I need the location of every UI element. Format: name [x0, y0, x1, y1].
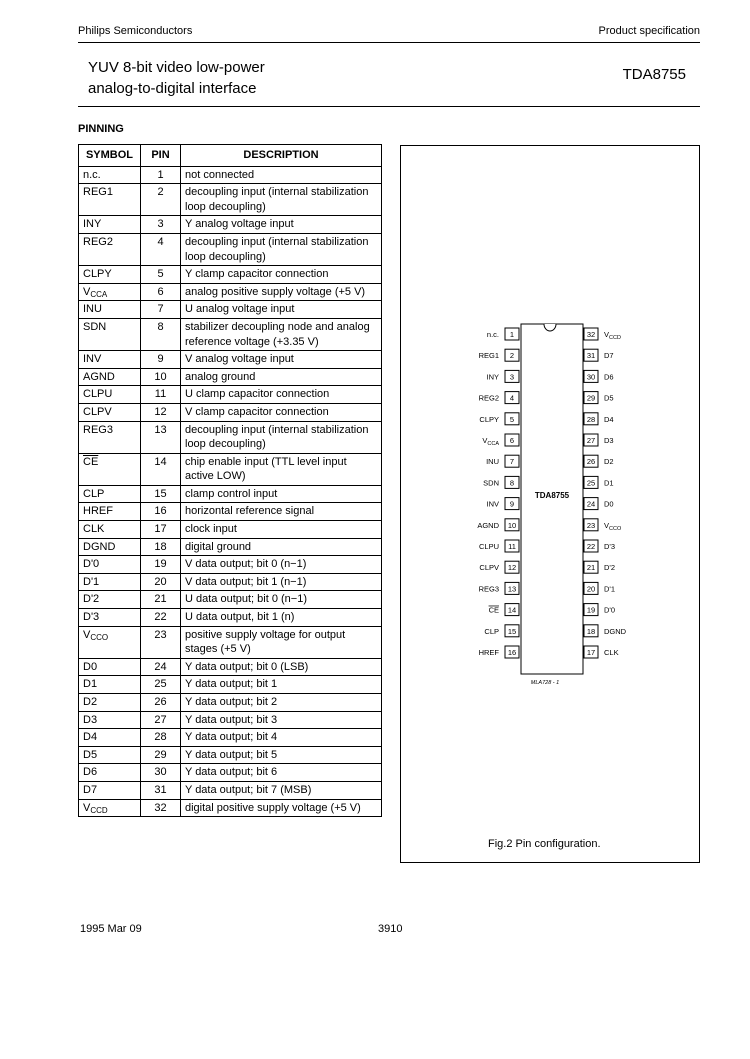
pin-number: 8 [141, 318, 181, 350]
pin-number: 17 [141, 521, 181, 539]
pin-symbol-text: D5 [83, 748, 98, 761]
pin-number: 20 [141, 573, 181, 591]
pin-number: 29 [141, 746, 181, 764]
pin-number-label: 32 [586, 330, 596, 339]
pin-symbol-text: D4 [83, 731, 98, 744]
pin-symbol [79, 746, 141, 764]
table-row [79, 626, 382, 658]
pin-number: 2 [141, 184, 181, 216]
pin-number-label: 16 [507, 648, 517, 657]
table-row [79, 573, 382, 591]
footer-date: 1995 Mar 09 [80, 923, 142, 935]
pin-name-text: V [604, 520, 610, 530]
pin-symbol [79, 521, 141, 539]
pin-number-label: 31 [586, 351, 596, 361]
pin-number: 18 [141, 538, 181, 556]
pin-symbol [79, 729, 141, 747]
pin-number: 11 [141, 386, 181, 404]
pin-symbol-text: n.c. [83, 168, 101, 181]
pin-number: 22 [141, 609, 181, 627]
pin-name-label [483, 478, 499, 487]
col-pin-header: PIN [141, 145, 181, 167]
table-body [79, 166, 382, 817]
pin-name-label [486, 372, 499, 381]
pin-number: 14 [141, 453, 181, 485]
pin-number: 25 [141, 676, 181, 694]
pin-description: digital ground [181, 538, 382, 556]
pin-symbol-text: V [83, 628, 91, 641]
pin-symbol [79, 368, 141, 386]
pin-description: V analog voltage input [181, 351, 382, 369]
pin-description: not connected [181, 166, 382, 184]
pin-number: 3 [141, 216, 181, 234]
pin-number: 26 [141, 694, 181, 712]
header-rule [78, 42, 700, 43]
pin-number-label: 1 [509, 330, 515, 339]
pin-number: 1 [141, 166, 181, 184]
pin-name-text: D'1 [604, 584, 616, 594]
pin-symbol-text: CLPU [83, 388, 113, 401]
pin-number-label: 2 [509, 351, 515, 361]
pin-name-label [484, 627, 499, 636]
pin-symbol-text: REG1 [83, 186, 113, 199]
pin-name-text: CLPU [478, 542, 499, 551]
pin-symbol-text: INV [83, 353, 102, 366]
pin-number-label: 14 [507, 605, 517, 615]
pin-number: 15 [141, 485, 181, 503]
table-row [79, 538, 382, 556]
pin-symbol-text: CLPV [83, 405, 112, 418]
pin-symbol [79, 351, 141, 369]
pin-name-label [486, 457, 499, 466]
pin-name-text: CLPV [479, 563, 499, 573]
pin-number: 19 [141, 556, 181, 574]
pin-name-label [604, 500, 614, 509]
table-row [79, 453, 382, 485]
pin-description: U analog voltage input [181, 301, 382, 319]
pin-description: U clamp capacitor connection [181, 386, 382, 404]
pin-name-label [604, 648, 619, 657]
table-row [79, 233, 382, 265]
pin-symbol [79, 453, 141, 485]
pin-number: 24 [141, 658, 181, 676]
pin-symbol [79, 233, 141, 265]
pin-description: positive supply voltage for output stages (+5 V) [181, 626, 382, 658]
pin-description: U data output, bit 1 (n) [181, 609, 382, 627]
chip-notch [544, 324, 556, 331]
pin-description: Y data output; bit 6 [181, 764, 382, 782]
table-row [79, 266, 382, 284]
pin-name-label [604, 563, 615, 572]
pin-number-label: 29 [586, 393, 596, 403]
pin-name-text: REG1 [478, 351, 499, 361]
pin-name-label [479, 394, 499, 403]
pin-description: Y data output; bit 4 [181, 729, 382, 747]
pin-number-label: 7 [509, 457, 515, 467]
pin-description: stabilizer decoupling node and analog reference voltage (+3.35 V) [181, 318, 382, 350]
pin-name-text: HREF [478, 648, 499, 657]
part-number: TDA8755 [622, 66, 686, 83]
pin-number: 6 [141, 283, 181, 301]
pin-symbol [79, 421, 141, 453]
pin-symbol [79, 283, 141, 301]
pin-symbol-text: D2 [83, 696, 98, 708]
pin-symbol [79, 711, 141, 729]
pin-name-text: SDN [483, 478, 499, 488]
pin-symbol [79, 556, 141, 574]
pin-name-text: D6 [604, 372, 614, 382]
pin-name-label [604, 627, 627, 636]
pin-number-label: 3 [509, 372, 515, 382]
pin-name-subscript: CCA [487, 441, 499, 447]
figure-code: MLA728 - 1 [530, 680, 560, 686]
pin-symbol [79, 266, 141, 284]
pin-symbol-text: INY [83, 218, 102, 231]
pin-name-text: D3 [604, 436, 614, 445]
pin-name-text: INY [486, 372, 499, 382]
pin-number-label: 5 [509, 414, 515, 424]
company-name: Philips Semiconductors [78, 25, 193, 37]
pin-number-label: 24 [586, 499, 596, 509]
table-row [79, 216, 382, 234]
pin-symbol-text: D7 [83, 783, 98, 796]
pin-name-label [604, 478, 614, 487]
pin-name-subscript: CCD [609, 335, 621, 341]
pin-number-label: 13 [507, 584, 517, 594]
pin-symbol [79, 799, 141, 817]
pin-symbol-text: D'0 [83, 558, 100, 571]
table-row [79, 318, 382, 350]
pin-name-text: INU [486, 457, 499, 467]
footer-page-number: 3910 [378, 923, 403, 935]
table-row [79, 421, 382, 453]
pin-description: analog ground [181, 368, 382, 386]
pin-number-label: 28 [586, 414, 596, 424]
pin-name-text: AGND [477, 520, 499, 530]
pin-number: 21 [141, 591, 181, 609]
pin-number-label: 8 [509, 478, 515, 488]
table-header-row [79, 145, 382, 167]
table-row [79, 283, 382, 301]
figure-frame [400, 145, 700, 863]
pin-symbol [79, 318, 141, 350]
pin-number-label: 11 [508, 542, 516, 551]
pin-number-label: 15 [507, 626, 517, 636]
pin-description: horizontal reference signal [181, 503, 382, 521]
pin-name-text: V [482, 436, 488, 445]
pin-name-label [604, 606, 615, 615]
pin-name-label [479, 584, 499, 593]
pin-name-label [604, 457, 614, 466]
pin-symbol-text: D3 [83, 713, 98, 726]
table-row [79, 368, 382, 386]
pin-name-label [479, 542, 499, 551]
pin-name-label [604, 521, 622, 532]
pin-description: Y data output; bit 7 (MSB) [181, 781, 382, 799]
pin-symbol [79, 216, 141, 234]
pin-symbol [79, 626, 141, 658]
table-row [79, 591, 382, 609]
pin-name-label [477, 521, 499, 530]
pin-description: decoupling input (internal stabilization loop decoupling) [181, 421, 382, 453]
pin-symbol [79, 591, 141, 609]
figure-caption: Fig.2 Pin configuration. [488, 838, 601, 850]
table-row [79, 386, 382, 404]
pin-symbol [79, 538, 141, 556]
table-row [79, 503, 382, 521]
pin-description: U data output; bit 0 (n−1) [181, 591, 382, 609]
pin-name-text: CLPY [479, 414, 499, 424]
pin-number: 4 [141, 233, 181, 265]
pin-name-text: D5 [604, 393, 614, 403]
pin-description: Y clamp capacitor connection [181, 266, 382, 284]
pin-symbol-text: HREF [83, 505, 113, 518]
pin-number-label: 22 [586, 542, 596, 551]
pin-description: Y analog voltage input [181, 216, 382, 234]
pin-symbol-text: D'2 [83, 593, 100, 606]
pin-symbol-text: D1 [83, 678, 98, 691]
pin-symbol-text: $\overline{CE}$ [83, 455, 99, 468]
pin-description: Y data output; bit 2 [181, 694, 382, 712]
pin-symbol [79, 301, 141, 319]
pin-number-label: 17 [586, 648, 596, 657]
pin-name-subscript: CCO [609, 525, 622, 532]
pin-number: 13 [141, 421, 181, 453]
section-title: PINNING [78, 123, 124, 135]
pin-name-text: V [604, 330, 610, 339]
pin-description: clock input [181, 521, 382, 539]
pin-number-label: 18 [586, 626, 596, 636]
pin-symbol-text: DGND [83, 540, 116, 553]
document-type: Product specification [598, 25, 700, 37]
pinning-table [78, 144, 382, 817]
pin-name-text: D'0 [604, 605, 616, 615]
pin-name-text: D0 [604, 499, 614, 509]
table-row [79, 676, 382, 694]
pin-symbol-text: V [83, 285, 91, 298]
pin-name-label [604, 394, 614, 403]
pin-symbol-text: INU [83, 303, 102, 316]
pin-description: V clamp capacitor connection [181, 403, 382, 421]
pin-name-label [486, 500, 499, 509]
pin-name-text: CLK [604, 648, 619, 657]
right-pins [584, 328, 627, 658]
pin-name-text: INV [486, 499, 499, 509]
pin-symbol-text: D6 [83, 766, 98, 779]
pin-number-label: 26 [586, 457, 596, 467]
pin-name-label [604, 330, 621, 341]
left-pins [477, 328, 519, 658]
pin-name-text: D1 [604, 478, 614, 488]
table-row [79, 658, 382, 676]
pin-number-label: 25 [586, 478, 596, 488]
pin-number: 30 [141, 764, 181, 782]
pin-symbol-text: SDN [83, 320, 107, 333]
pin-configuration-diagram [401, 146, 699, 862]
table-row [79, 403, 382, 421]
pin-symbol-text: AGND [83, 370, 115, 383]
pin-name-text: D7 [604, 351, 614, 361]
pin-symbol-subscript: CCD [90, 805, 108, 815]
pin-name-label [479, 415, 499, 424]
pin-number-label: 20 [586, 584, 596, 594]
col-description-header: DESCRIPTION [181, 145, 382, 167]
table-row [79, 166, 382, 184]
pin-symbol-text: D'3 [83, 611, 100, 624]
pin-name-text: CLP [484, 626, 499, 636]
pin-symbol [79, 573, 141, 591]
pin-number: 10 [141, 368, 181, 386]
pin-number: 16 [141, 503, 181, 521]
pin-symbol-text: D0 [83, 660, 98, 673]
table-row [79, 694, 382, 712]
pin-name-label [604, 415, 614, 424]
pin-symbol-subscript: CCO [90, 632, 109, 642]
pin-symbol [79, 781, 141, 799]
pin-symbol [79, 386, 141, 404]
pin-name-label [489, 606, 499, 615]
document-title [88, 57, 265, 99]
title-line-1: YUV 8-bit video low-power [88, 59, 265, 76]
table-row [79, 609, 382, 627]
pin-name-text: D'3 [604, 542, 616, 551]
pin-number: 32 [141, 799, 181, 817]
pin-description: decoupling input (internal stabilization loop decoupling) [181, 233, 382, 265]
table-row [79, 301, 382, 319]
table-row [79, 521, 382, 539]
pin-description: Y data output; bit 5 [181, 746, 382, 764]
pin-number-label: 21 [586, 563, 596, 573]
pin-description: Y data output; bit 1 [181, 676, 382, 694]
pin-name-label [604, 436, 614, 445]
table-row [79, 799, 382, 817]
pin-number: 9 [141, 351, 181, 369]
pin-symbol [79, 764, 141, 782]
pin-name-label [604, 542, 615, 551]
title-rule [78, 106, 700, 107]
pin-number: 7 [141, 301, 181, 319]
table-row [79, 351, 382, 369]
table-row [79, 711, 382, 729]
pin-symbol [79, 166, 141, 184]
pin-number-label: 9 [509, 499, 515, 509]
pin-name-text: CE [488, 605, 499, 615]
pin-symbol [79, 609, 141, 627]
pin-number: 5 [141, 266, 181, 284]
pin-name-label [487, 330, 499, 339]
pin-symbol-text: V [83, 801, 91, 814]
pin-symbol [79, 184, 141, 216]
table-row [79, 556, 382, 574]
pin-name-label [479, 351, 499, 360]
pin-symbol [79, 403, 141, 421]
pin-symbol-text: REG2 [83, 235, 113, 248]
pin-number: 28 [141, 729, 181, 747]
table-row [79, 746, 382, 764]
pin-symbol [79, 676, 141, 694]
table-row [79, 781, 382, 799]
table-row [79, 729, 382, 747]
pin-number-label: 10 [507, 520, 517, 530]
pin-number-label: 30 [586, 372, 596, 382]
pin-symbol-text: CLK [83, 523, 105, 536]
pin-description: Y data output; bit 0 (LSB) [181, 658, 382, 676]
pin-name-label [604, 351, 614, 360]
title-line-2: analog-to-digital interface [88, 80, 257, 97]
pin-name-label [604, 584, 615, 593]
pin-number-label: 12 [507, 563, 517, 573]
pin-number-label: 4 [509, 393, 515, 403]
pin-number-label: 6 [509, 436, 515, 445]
pin-symbol-text: CLP [83, 487, 105, 500]
chip-label: TDA8755 [534, 491, 570, 500]
pin-description: clamp control input [181, 485, 382, 503]
table-row [79, 485, 382, 503]
pin-symbol [79, 485, 141, 503]
pin-name-text: REG3 [478, 584, 499, 594]
pin-number-label: 19 [586, 605, 596, 615]
pin-number-label: 27 [586, 436, 596, 445]
pin-number: 23 [141, 626, 181, 658]
pin-name-label [482, 436, 499, 447]
pin-symbol [79, 694, 141, 712]
pin-name-text: D2 [604, 457, 614, 467]
pin-name-text: D4 [604, 414, 614, 424]
pin-number: 12 [141, 403, 181, 421]
pin-name-label [479, 563, 499, 572]
pin-description: chip enable input (TTL level input active LOW) [181, 453, 382, 485]
pin-number: 31 [141, 781, 181, 799]
table-row [79, 764, 382, 782]
pin-description: V data output; bit 1 (n−1) [181, 573, 382, 591]
col-symbol-header: SYMBOL [79, 145, 141, 167]
pin-symbol-text: D'1 [83, 575, 100, 588]
pin-name-text: n.c. [486, 330, 499, 339]
table-row [79, 184, 382, 216]
pin-name-text: D'2 [604, 563, 616, 573]
pin-description: analog positive supply voltage (+5 V) [181, 283, 382, 301]
pin-number-label: 23 [586, 520, 596, 530]
pin-symbol-text: REG3 [83, 423, 113, 436]
pin-name-text: REG2 [478, 393, 499, 403]
pin-description: digital positive supply voltage (+5 V) [181, 799, 382, 817]
pin-number: 27 [141, 711, 181, 729]
pin-description: Y data output; bit 3 [181, 711, 382, 729]
pin-symbol [79, 658, 141, 676]
pin-name-label [604, 372, 614, 381]
pin-description: decoupling input (internal stabilization loop decoupling) [181, 184, 382, 216]
pin-name-text: DGND [604, 626, 627, 636]
pin-symbol-subscript: CCA [90, 289, 108, 299]
pin-symbol-text: CLPY [83, 268, 112, 281]
pin-name-label [479, 648, 500, 657]
pin-description: V data output; bit 0 (n−1) [181, 556, 382, 574]
pin-symbol [79, 503, 141, 521]
